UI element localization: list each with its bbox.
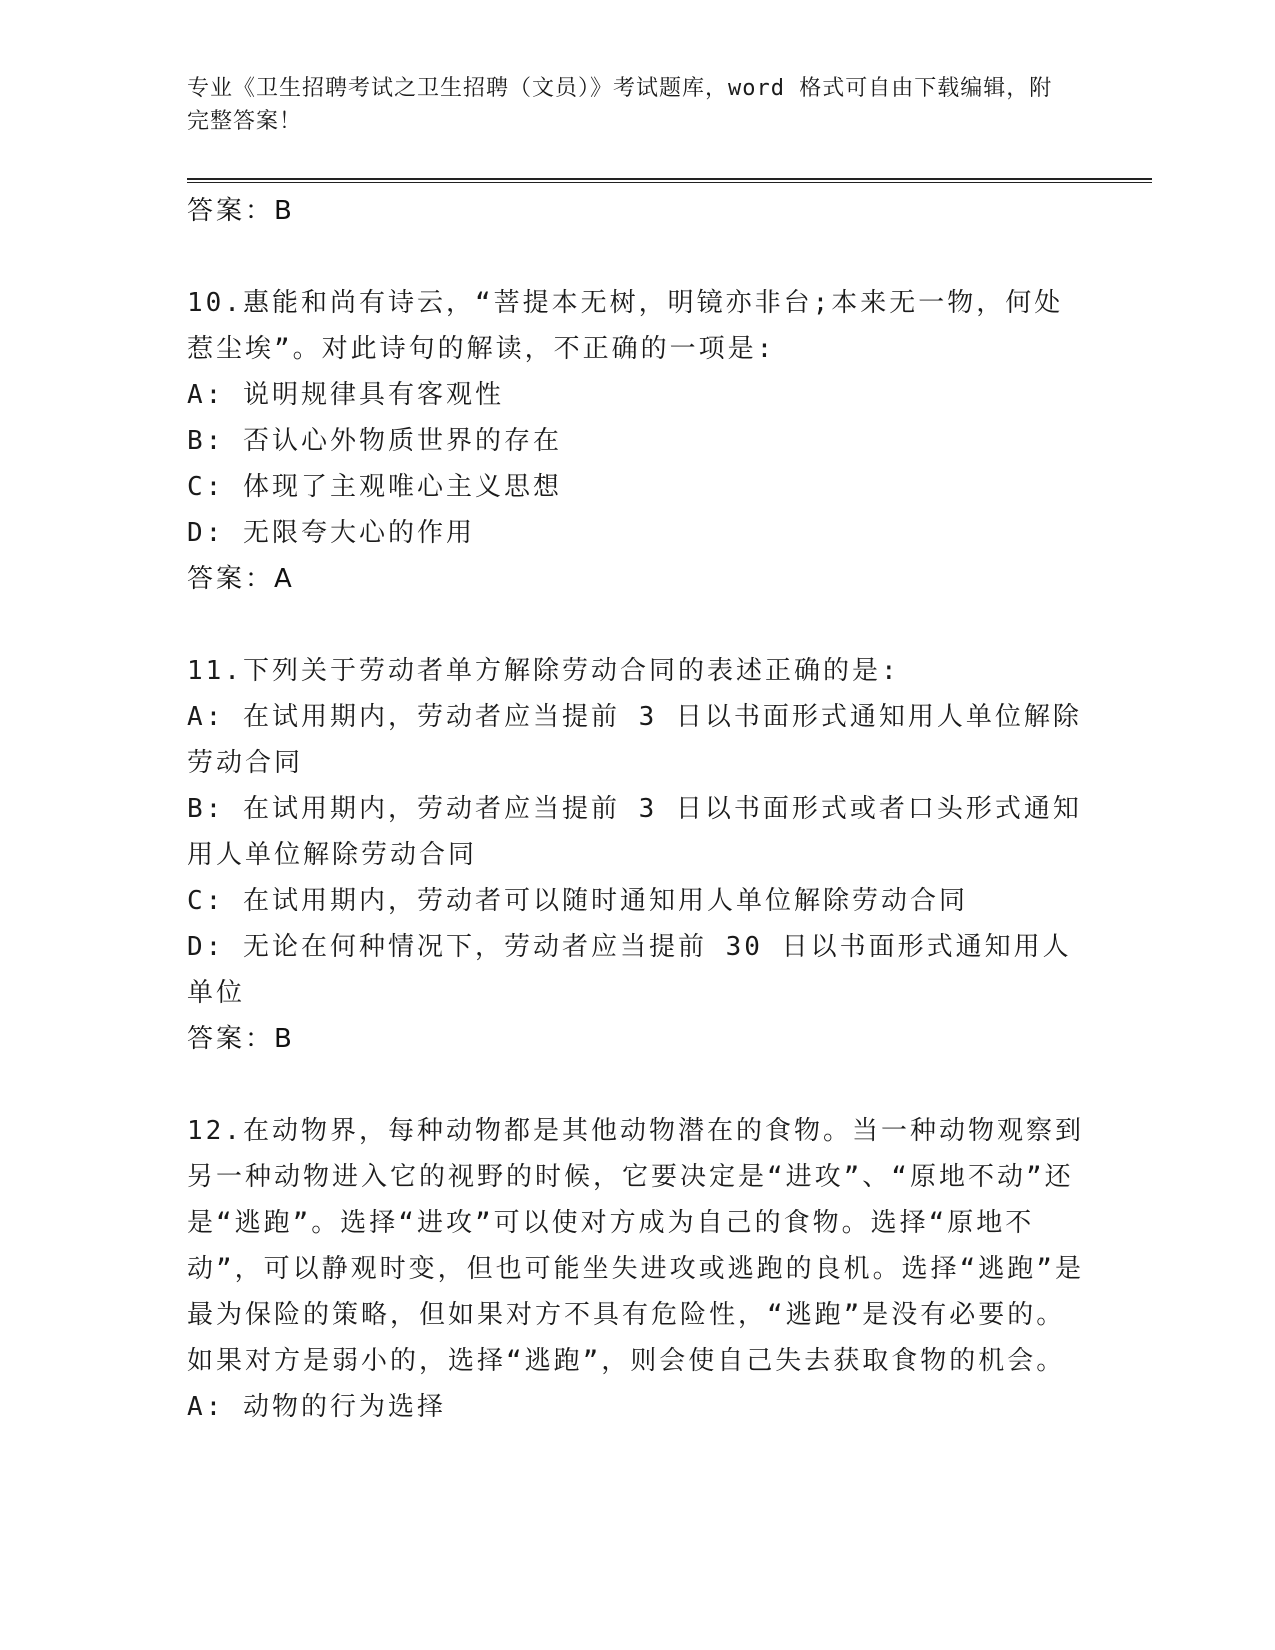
option-b: B: 在试用期内，劳动者应当提前 3 日以书面形式或者口头形式通知用人单位解除劳动合同 <box>187 794 1082 870</box>
option-d: D: 无限夸大心的作用 <box>187 518 475 548</box>
option-c: C: 在试用期内，劳动者可以随时通知用人单位解除劳动合同 <box>187 886 968 916</box>
spacer <box>187 1062 1087 1108</box>
spacer <box>187 602 1087 648</box>
option-a: A: 动物的行为选择 <box>187 1392 446 1422</box>
question-12 <box>187 1108 1087 1430</box>
answer: 答案：A <box>187 564 295 594</box>
answer-previous: 答案：B <box>187 196 295 226</box>
option-b: B: 否认心外物质世界的存在 <box>187 426 562 456</box>
question-stem: 12.在动物界，每种动物都是其他动物潜在的食物。当一种动物观察到另一种动物进入它的视野的时候，它要决定是“进攻”、“原地不动”还是“逃跑”。选择“进攻”可以使对方成为自己的食物。选择“原地不动”，可以静观时变，但也可能坐失进攻或逃跑的良机。选择“逃跑”是最为保险的策略，但如果对方不具有危险性，“逃跑”是没有必要的。如果对方是弱小的，选择“逃跑”，则会使自己失去获取食物的机会。 <box>187 1116 1084 1376</box>
question-stem: 11.下列关于劳动者单方解除劳动合同的表述正确的是: <box>187 656 900 686</box>
option-a: A: 在试用期内，劳动者应当提前 3 日以书面形式通知用人单位解除劳动合同 <box>187 702 1082 778</box>
option-c: C: 体现了主观唯心主义思想 <box>187 472 562 502</box>
question-11 <box>187 648 1087 1062</box>
header-divider <box>187 178 1152 183</box>
answer: 答案：B <box>187 1024 295 1054</box>
option-a: A: 说明规律具有客观性 <box>187 380 504 410</box>
option-d: D: 无论在何种情况下，劳动者应当提前 30 日以书面形式通知用人单位 <box>187 932 1072 1008</box>
question-stem: 10.惠能和尚有诗云，“菩提本无树，明镜亦非台;本来无一物，何处惹尘埃”。对此诗句的解读，不正确的一项是: <box>187 288 1064 364</box>
spacer <box>187 234 1087 280</box>
question-10 <box>187 280 1087 602</box>
document-body <box>187 188 1087 1430</box>
document-header: 专业《卫生招聘考试之卫生招聘（文员）》考试题库，word 格式可自由下载编辑，附完整答案！ <box>187 76 1053 134</box>
